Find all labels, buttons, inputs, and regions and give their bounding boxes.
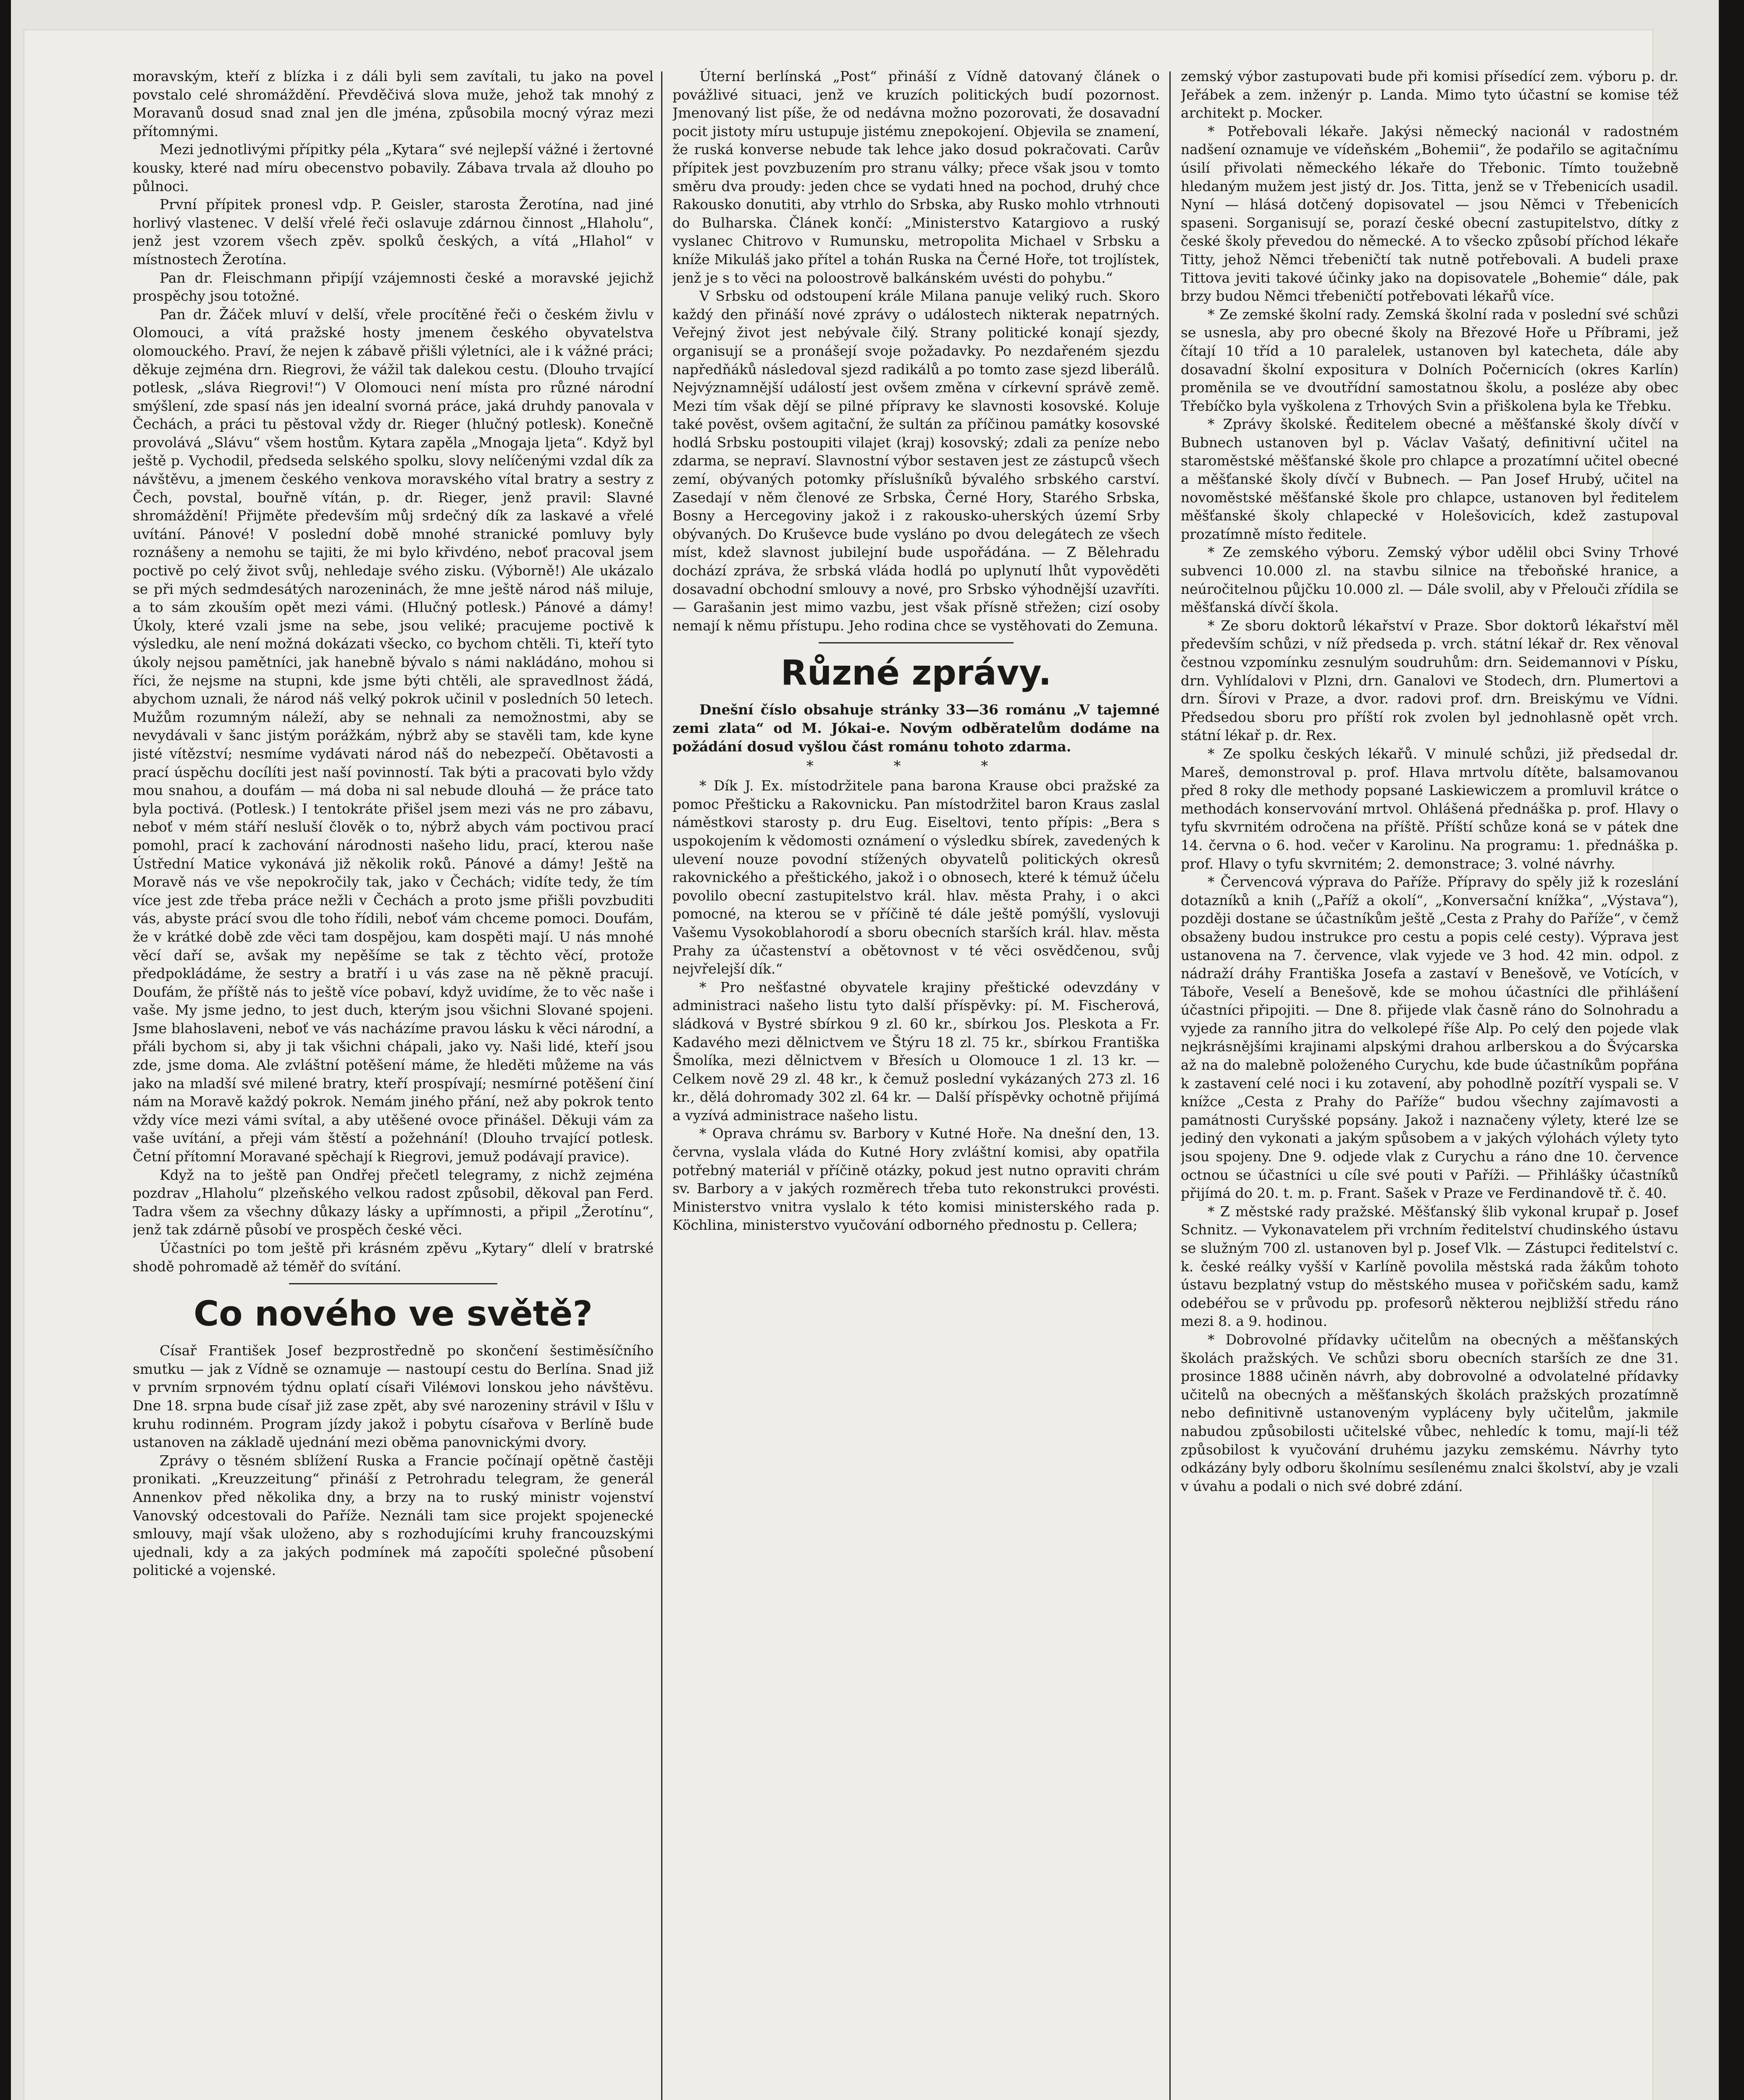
scan-edge-right <box>1719 0 1744 2100</box>
newspaper-page <box>24 29 1678 2100</box>
news-item: * Červencová výprava do Paříže. Přípravy do spěly již k rozeslání dotazníků a knih („Paříž a okolí“, „Konversační knížka“, „Výstava“), později dostane se účastníkům ještě „Cesta z Prahy do Paříže“, v čemž obsaženy budou instrukce pro cestu a popis celé cesty). Výprava jest ustanovena na 7. července, vlak vyjede ve 3 hod. 42 min. odpol. z nádraží dráhy Františka Josefa a zastaví v Benešově, ve Votících, v Táboře, Veselí a Benešově, kde se mohou účastníci dle přihlášení účastníci připojiti. — Dne 8. přijede vlak časně ráno do Solnohradu a vyjede za ranního jitra do velkolepé říše Alp. Po celý den pojede vlak nejkrásnějšími krajinami alpskými drahou arlberskou a do Švýcarska až na do malebně položeného Curychu, kde bude účastníkům popřána k zastavení celé noci i ku zotavení, aby pohodlně pozítří vyspali se. V knížce „Cesta z Prahy do Paříže“ budou všechny zajímavosti a památnosti Curyšské popsány. Jakož i naznačeny výlety, které lze se jediný den vykonati a jakým spůsobem a v jakých výlohách výlety tyto jsou spojeny. Dne 9. odjede vlak z Curychu a ráno dne 10. července octnou se účastníci u cíle své pouti v Paříži. — Přihlášky účastníků přijímá do 20. t. m. p. Frant. Sašek v Praze ve Ferdinandově tř. č. 40. <box>1181 874 1678 1202</box>
section-title: Různé zprávy. <box>780 653 1052 693</box>
article-paragraph: moravským, kteří z blízka i z dáli byli sem zavítali, tu jako na povel povstalo celé shromáždění. Převděčivá slova muže, jehož tak mnohý z Moravanů dosud snad znal jen dle jména, způsobila mocný výraz mezi přítomnými. <box>133 68 654 139</box>
article-paragraph: V Srbsku od odstoupení krále Milana panuje veliký ruch. Skoro každý den přináší nové zprávy o událostech nikterak nepatrných. Veřejný život jest nebývale čilý. Strany politické konají sjezdy, organisují se a pronášejí svoje požadavky. Po nezdařeném sjezdu napředňáků následoval sjezd radikálů a po tomto zase sjezd liberálů. Nejvýznamnější událostí jest ovšem změna v církevní správě země. Mezi tím však dějí se pilné přípravy ke slavnosti kosovské. Koluje také pověst, ovšem agitační, že sultán za příčinou památky kosovské hodlá Srbsku postoupiti vilajet (kraj) kosovský; zdali za peníze nebo zdarma, se nepraví. Slavnostní výbor sestaven jest ze zástupců všech zemí, obývaných potomky příslušníků bývalého srbského carství. Zasedají v něm členové ze Srbska, Černé Hory, Starého Srbska, Bosny a Hercegoviny jakož i z rakousko-uherských území Srby obývaných. Do Kruševce bude vysláno po dvou delegátech ze všech míst, kdež slavnost jubilejní bude uspořádána. — Z Bělehradu dochází zpráva, že srbská vláda hodlá po uplynutí lhůt vypověděti dosavadní obchodní smlouvy a nové, pro Srbsko výhodnější uzavříti. — Garašanin jest mimo vazbu, jest však přísně střežen; cizí osoby nemají k němu přístupu. Jeho rodina chce se vystěhovati do Zemuna. <box>672 288 1160 634</box>
notice-paragraph: Dnešní číslo obsahuje stránky 33—36 románu „V tajemné zemi zlata“ od M. Jókai‑e. Novým odběratelům dodáme na požádání dosud vyšlou část románu tohoto zdarma. <box>672 701 1160 755</box>
article-paragraph: Pan dr. Žáček mluví v delší, vřele procítěné řeči o českém živlu v Olomouci, a vítá pražské hosty jmenem českého obyvatelstva olomouckého. Praví, že nejen k zábavě přišli výletníci, ale i k vážné práci; děkuje zejména drn. Riegrovi, že vážil tak dalekou cestu. (Dlouho trvající potlesk, „sláva Riegrovi!“) V Olomouci není místa pro různé národní smýšlení, zde spasí nás jen idealní svorná práce, jaká druhdy panovala v Čechách, a práci tu pěstoval vždy dr. Rieger (hlučný potlesk). Konečně provolává „Slávu“ všem hostům. Kytara zapěla „Mnogaja ljeta“. Když byl ještě p. Vychodil, předseda selského spolku, slovy nelíčenými vzdal dík za návštěvu, a jmenem českého venkova moravského vítal bratry a sestry z Čech, povstal, bouřně vítán, p. dr. Rieger, jenž pravil: Slavné shromáždění! Přijměte především můj srdečný dík za laskavé a vřelé uvítání. Pánové! V poslední době mnohé stranické pomluvy byly roznášeny a nemohu se tajiti, že mi bylo křivdéno, neboť pracoval jsem poctivě po celý život svůj, nehledaje svého zisku. (Výborně!) Ale ukázalo se při mých sedmdesátých narozeninách, že mne ještě národ náš miluje, a to sám zkouším opět mezi vámi. (Hlučný potlesk.) Pánové a dámy! Úkoly, které vzali jsme na sebe, jsou veliké; pracujeme poctivě k výsledku, ale není možná dokázati všecko, co bychom chtěli. Ti, kteří tyto úkoly nejsou pamětníci, jak hanebně bývalo s námi nakládáno, mohou si říci, že nejsme na stupni, kde jsme býti chtěli, ale spravedlnost žádá, abychom uznali, že národ náš velký pokrok učinil v posledních 50 letech. Mužům rozumným náleží, aby se nehnali za nemožnostmi, aby se nevydávali v šanc jistým porážkám, nýbrž aby se stavěli tam, kde kyne jisté vítězství; nesmíme vydávati národ náš do nebezpečí. Obětavosti a prací úspěchu docílíti jest naší povinností. Tak býti a pracovati bylo vždy mou snahou, a doufám — má doba ni sal nebude dlouhá — že práce tato byla poctivá. (Potlesk.) I tentokráte přišel jsem mezi vás ne pro zábavu, neboť v mém stáří nesluší člověk o to, nýbrž abych vám poctivou prací pomohl, prací k zachování národnosti našeho lidu, prací, kterou naše Ústřední Matice vykonává již několik roků. Pánové a dámy! Ještě na Moravě nás ve vše nepokročily tak, jako v Čechách; vidíte tedy, že tím více jest zde třeba práce nežli v Čechách a proto jsme přišli povzbuditi vás, abyste prácí svou dle toho řídili, neboť vám chceme pomoci. Doufám, že v krátké době zde věci tam dospějou, kam dospěti mají. U nás mnohé věcí daří se, avšak my nepěšíme se tak z těchto věcí, protože předpokládáme, že sestry a bratří i u vás zase na ně pěkně pracují. Doufám, že příště nás to ještě více pobaví, když uvidíme, že to věc naše i vaše. My jsme jedno, to jest duch, kterým jsou všichni Slované spojeni. Jsme blahoslaveni, neboť ve vás nacházíme pravou lásku k věci národní, a přáli bychom si, aby ji tak všichni chápali, jako vy. Naši lidé, kteří jsou zde, jsme doma. Ale zvláštní potěšení máme, že hleděti můžeme na vás jako na mladší své milené bratry, kteří prospívají; nesmírné potěšení činí nám na Moravě každý pokrok. Nemám jiného přání, než aby pokrok tento vždy více mezi vámi svítal, a aby utěšené ovoce přinášel. Děkuji vám za vaše uvítání, a přeji vám štěstí a požehnání! (Dlouho trvající potlesk. Četní přítomní Moravané spěchají k Riegrovi, jemuž podávají pravice). <box>133 306 654 1165</box>
article-paragraph: Pan dr. Fleischmann připíjí vzájemnosti české a moravské jejichž prospěchy jsou totožné. <box>133 269 654 304</box>
article-paragraph: Když na to ještě pan Ondřej přečetl telegramy, z nichž zejména pozdrav „Hlaholu“ plzeňského velkou radost způsobil, děkoval pan Ferd. Tadra všem za všechny důkazy lásky a upřímnosti, a připil „Žerotínu“, jenž tak zdárně působí ve prospěch české věci. <box>133 1166 654 1238</box>
news-item: * Ze zemského výboru. Zemský výbor udělil obci Sviny Trhové subvenci 10.000 zl. na stavbu silnice na třeboňské hranice, a neúročitelnou půjčku 10.000 zl. — Dále svolil, aby v Přelouči zřídila se měšťanská dívčí škola. <box>1181 544 1678 616</box>
article-paragraph: Účastníci po tom ještě při krásném zpěvu „Kytary“ dlelí v bratrské shodě pohromadě až téměř do svítání. <box>133 1240 654 1275</box>
news-item: * Z městské rady pražské. Měšťanský šlib vykonal krupař p. Josef Schnitz. — Vykonavatelem při vrchním ředitelství chudinského ústavu se služným 700 zl. ustanoven byl p. Josef Vlk. — Zástupci ředitelství c. k. české reálky vyšší v Karlíně povolila městská rada žákům tohoto ústavu bezplatný vstup do městského musea v pořičském sadu, kamž odebéřou se v průvodu pp. profesorů některou nejbližší středu ráno mezi 8. a 9. hodinou. <box>1181 1203 1678 1330</box>
news-item: * Potřebovali lékaře. Jakýsi německý nacionál v radostném nadšení oznamuje ve vídeňském „Bohemii“, že podařilo se agitačnímu úsilí přivolati německého lékaře do Třebonic. Tímto toužebně hledaným mužem jest jistý dr. Jos. Titta, jenž se v Třebenicích usadil. Nyní — hlásá dotčený dopisovatel — jsou Němci v Třebenicích spaseni. Sorganisují se, porazí české obecní zastupitelstvo, dítky z české školy převedou do německé. A to všecko způsobí příchod lékaře Titty, jehož Němci třebeničtí tak nutně potřebovali. A budeli praxe Tittova jeviti takové účinky jako na dopisovatele „Bohemie“ dále, pak brzy budou Němci třebeničtí potřebovati lékařů více. <box>1181 123 1678 304</box>
news-item: * Ze sboru doktorů lékařství v Praze. Sbor doktorů lékařství měl především schůzi, v níž předseda p. vrch. státní lékař dr. Rex věnoval čestnou vzpomínku zesnulým soudruhům: drn. Seidemannovi v Písku, drn. Vyhlídalovi v Plzni, drn. Ganalovi ve Stodech, drn. Plumertovi a drn. Šírovi v Praze, a dvor. radovi prof. drn. Breiskýmu ve Vídni. Předsedou sboru pro příští rok zvolen byl jednohlasně opět vrch. státní lékař p. dr. Rex. <box>1181 617 1678 744</box>
article-paragraph: Zprávy o těsném sblížení Ruska a Francie počínají opětně častěji pronikati. „Kreuzzeitung“ přináší z Petrohradu telegram, že generál Annenkov před několika dny, a brzy na to ruský ministr vojenství Vanovský odcestovali do Paříže. Neználi tam sice projekt spojenecké smlouvy, mají však uloženo, aby s rozhodujícími kruhy francouzskými ujednali, kdy a za jakých podmínek má započíti společné působení politické a vojenské. <box>133 1452 654 1579</box>
news-item: * Dobrovolné přídavky učitelům na obecných a měšťanských školách pražských. Ve schůzi sboru obecních starších ze dne 31. prosince 1888 učiněn návrh, aby dobrovolné a odvolatelné přídavky učitelů na obecných a měšťanských školách pražských prozatímně nebo definitivně ustanoveným vypláceny byly učitelům, jakmile nabudou způsobilosti učitelské vůbec, nehledíc k tomu, mají-li též způsobilost k vyučování druhému jazyku zemskému. Návrhy tyto odkázány byly odboru školnímu sesílenému znalci školství, aby je vzali v úvahu a podali o nich své dobré zdání. <box>1181 1331 1678 1494</box>
article-paragraph: Úterní berlínská „Post“ přináší z Vídně datovaný článek o povážlivé situaci, jenž ve kruzích politických budí pozornost. Jmenovaný list píše, že od nedávna možno pozorovati, že dosavadní pocit jistoty míru ustupuje jistému znepokojení. Objevila se znamení, že ruská konverse nebude tak lehce jako dosud pokračovati. Carův přípitek jest povzbuzením pro stranu války; přece však jsou v tomto směru dva proudy: jeden chce se vydati hned na pochod, druhý chce Rakousko donutiti, aby vtrhlo do Srbska, aby Rusko mohlo vtrhnouti do Bulharska. Článek končí: „Ministerstvo Katargiovo a ruský vyslanec Chitrovo v Rumunsku, metropolita Michael v Srbsku a kníže Mikuláš jako přítel a tohán Ruska na Černé Hoře, tot trojlístek, jenž je s to věci na poloostrově balkánském uvésti do pohybu.“ <box>672 68 1160 286</box>
asterism: * * * <box>806 758 1026 775</box>
news-item: * Oprava chrámu sv. Barbory v Kutné Hoře. Na dnešní den, 13. června, vyslala vláda do Kutné Hory zvláštní komisi, aby opatřila potřebný materiál v příčině otázky, pokud jest nutno opraviti chrám sv. Barbory a v jakých rozměrech třeba tuto rekonstrukci provésti. Ministerstvo vnitra vyslalo k této komisi ministerského rada p. Köchlina, ministerstvo vyučování odborného přednostu p. Cellera; <box>672 1125 1160 1234</box>
section-divider <box>819 642 1014 643</box>
column-left <box>133 67 654 2100</box>
article-paragraph: První přípitek pronesl vdp. P. Geisler, starosta Žerotína, nad jiné horlivý vlastenec. V delší vřelé řeči oslavuje zdárnou činnost „Hlaholu“, jenž jest vzorem všech zpěv. spolků českých, a vítá „Hlahol“ v místnostech Žerotína. <box>133 196 654 268</box>
column-right <box>1181 67 1678 2100</box>
column-rule <box>661 71 662 2100</box>
scan-edge-left <box>0 0 11 2100</box>
news-item: * Pro nešťastné obyvatele krajiny přeštické odevzdány v administraci našeho listu tyto další příspěvky: pí. M. Fischerová, sládková v Bystré sbírkou 9 zl. 60 kr., sbírkou Jos. Pleskota a Fr. Kadavého mezi dělnictvem ve Štýru 18 zl. 75 kr., sbírkou Františka Šmolíka, mezi dělnictvem v Břesích u Olomouce 1 zl. 13 kr. — Celkem nově 29 zl. 48 kr., k čemuž poslední vykázaných 273 zl. 16 kr., dělá dohromady 302 zl. 64 kr. — Další příspěvky ochotně přijímá a vyzívá administrace našeho listu. <box>672 979 1160 1124</box>
news-item: zemský výbor zastupovati bude při komisi přísedící zem. výboru p. dr. Jeřábek a zem. inženýr p. Landa. Mimo tyto účastní se komise též architekt p. Mocker. <box>1181 68 1678 121</box>
news-item: * Dík J. Ex. místodržitele pana barona Krause obci pražské za pomoc Přešticku a Rakovnicku. Pan místodržitel baron Kraus zaslal náměstkovi starosty p. dru Eug. Eiseltovi, tento přípis: „Bera s uspokojením k vědomosti oznámení o výsledku sbírek, zavedených k ulevení nouze povodní stížených obyvatelů politických okresů rakovnického a přeštického, jakož i o obnosech, které k témuž účelu povolilo obecní zastupitelstvo král. hlav. města Prahy, i o akci pomocné, na kterou se v příčině té dále ještě pomýšlí, vyslovuji Vašemu Vysokoblahorodí a sboru obecních starších král. hlav. města Prahy za účastenství a obětovnost v té věci osvědčenou, svůj nejvřelejší dík.“ <box>672 777 1160 977</box>
news-item: * Zprávy školské. Ředitelem obecné a měšťanské školy dívčí v Bubnech ustanoven byl p. Václav Vašatý, definitivní učitel na staroměstské měšťanské škole pro chlapce a prozatímní učitel obecné a měšťanské školy dívčí v Bubnech. — Pan Josef Hrubý, učitel na novoměstské měšťanské škole pro chlapce, ustanoven byl ředitelem měšťanské školy chlapecké v Holešovicích, kdež zastupoval prozatímně místo ředitele. <box>1181 416 1678 542</box>
news-item: * Ze zemské školní rady. Zemská školní rada v poslední své schůzi se usnesla, aby pro obecné školy na Březové Hoře u Příbrami, jež čítají 10 tříd a 10 paralelek, ustanoven byl katecheta, dále aby dosavadní školní expositura v Dolních Počernicích (okres Karlín) proměnila se ve dvoutřídní samostatnou školu, a posléze aby obec Třebíčko byla vyškolena z Trhových Svin a přiškolena byla ke Třebku. <box>1181 306 1678 414</box>
section-title: Co nového ve světě? <box>194 1294 593 1334</box>
section-divider <box>289 1283 497 1284</box>
column-middle <box>672 67 1160 2100</box>
article-paragraph: Císař František Josef bezprostředně po skončení šestiměsíčního smutku — jak z Vídně se oznamuje — nastoupí cestu do Berlína. Snad již v prvním srpnovém týdnu oplatí císaři Viléмovi lonskou jeho návštěvu. Dne 18. srpna bude císař již zase zpět, aby své narozeniny strávil v Išlu v kruhu rodinném. Program jízdy jakož i pobytu císařova v Berlíně bude ustanoven na základě ujednání mezi oběma panovnickými dvory. <box>133 1342 654 1451</box>
news-item: * Ze spolku českých lékařů. V minulé schůzi, již předsedal dr. Mareš, demonstroval p. prof. Hlava mrtvolu dítěte, balsamovanou před 8 roky dle methody popsané Laskiewiczem a promluvil krátce o methodách konservování mrtvol. Ohlášená přednáška p. prof. Hlavy o tyfu skvrnitém odročena na příště. Příští schůze koná se v pátek dne 14. června o 6. hod. večer v Karolinu. Na programu: 1. přednáška p. prof. Hlavy o tyfu skvrnitém; 2. demonstrace; 3. volné návrhy. <box>1181 745 1678 872</box>
column-rule <box>1169 71 1171 2100</box>
article-paragraph: Mezi jednotlivými přípitky péla „Kytara“ své nejlepší vážné i žertovné kousky, které nad míru obecenstvo pobavily. Zábava trvala až dlouho po půlnoci. <box>133 141 654 194</box>
